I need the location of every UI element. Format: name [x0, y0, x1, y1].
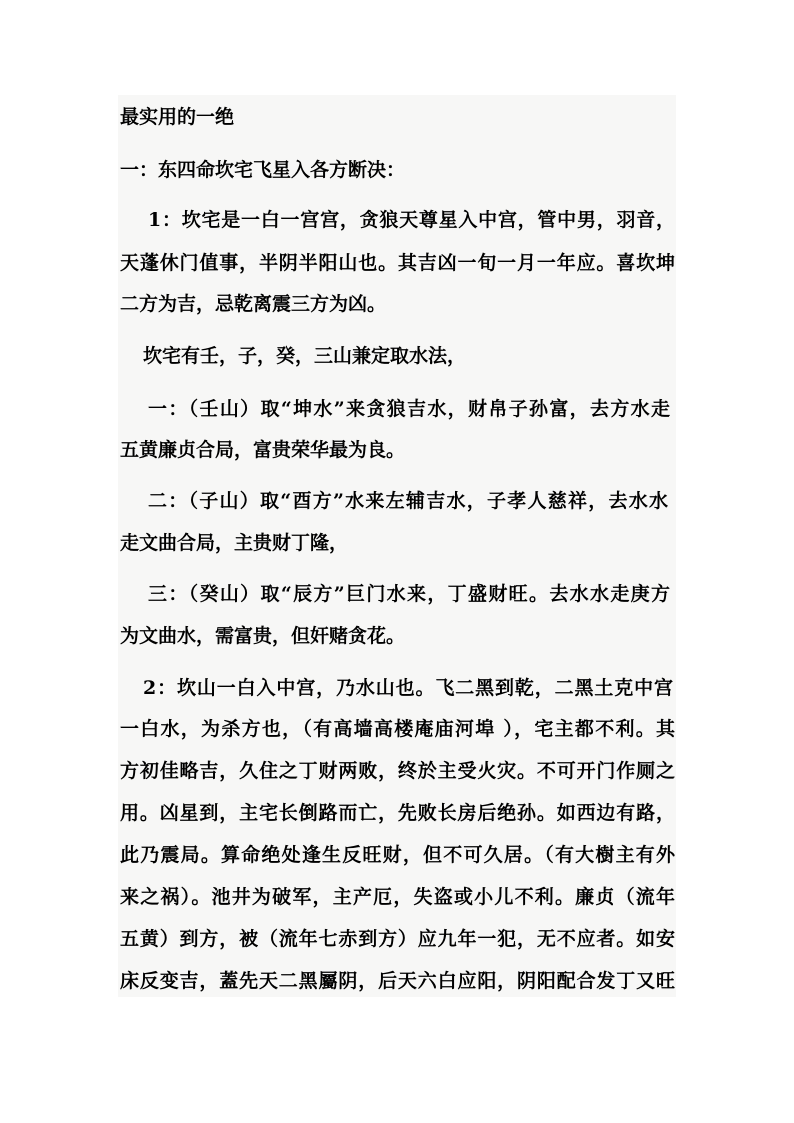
text-line: 一：（壬山）取“坤水”来贪狼吉水，财帛子孙富，去方水走 [148, 398, 670, 420]
text-line: 方初佳略吉，久住之丁财两败，终於主受火灾。不可开门作厕之 [120, 760, 675, 782]
text-line: 二：（子山）取“酉方”水来左辅吉水，子孝人慈祥，去水水 [148, 490, 668, 512]
text-line: 五黄）到方，被（流年七赤到方）应九年一犯，无不应者。如安 [120, 928, 675, 950]
section-heading: 一：东四命坎宅飞星入各方断决： [120, 159, 406, 181]
text-line: 二方为吉，忌乾离震三方为凶。 [120, 293, 387, 315]
text-line: 一白水，为杀方也，（有高墙高楼庵庙河埠 ），宅主都不利。其 [120, 718, 675, 740]
text-line: 床反变吉，蓋先天二黑屬阴，后天六白应阳，阴阳配合发丁又旺 [120, 970, 675, 992]
text-line: 用。凶星到，主宅长倒路而亡，先败长房后绝孙。如西边有路， [120, 802, 675, 824]
text-line: 1：坎宅是一白一宫宫，贪狼天尊星入中宫，管中男，羽音， [148, 209, 675, 231]
text-line: 此乃震局。算命绝处逢生反旺财，但不可久居。（有大樹主有外 [120, 844, 675, 866]
text-line: 五黄廉贞合局，富贵荣华最为良。 [120, 439, 406, 461]
text-line: 坎宅有壬，子，癸，三山兼定取水法， [143, 345, 467, 367]
text-line: 天蓬休门值事，半阴半阳山也。其吉凶一旬一月一年应。喜坎坤 [120, 252, 675, 274]
text-line: 三：（癸山）取“辰方”巨门水来，丁盛财旺。去水水走庚方 [148, 583, 670, 605]
text-line: 来之祸）。池井为破军，主产厄，失盗或小儿不利。廉贞（流年 [120, 886, 675, 908]
text-line: 为文曲水，需富贵，但奸赌贪花。 [120, 625, 406, 647]
document-title: 最实用的一绝 [120, 106, 235, 128]
text-line: 走文曲合局，主贵财丁隆， [120, 532, 349, 554]
text-line: 2：坎山一白入中宫，乃水山也。飞二黑到乾，二黑土克中宫 [143, 677, 673, 699]
